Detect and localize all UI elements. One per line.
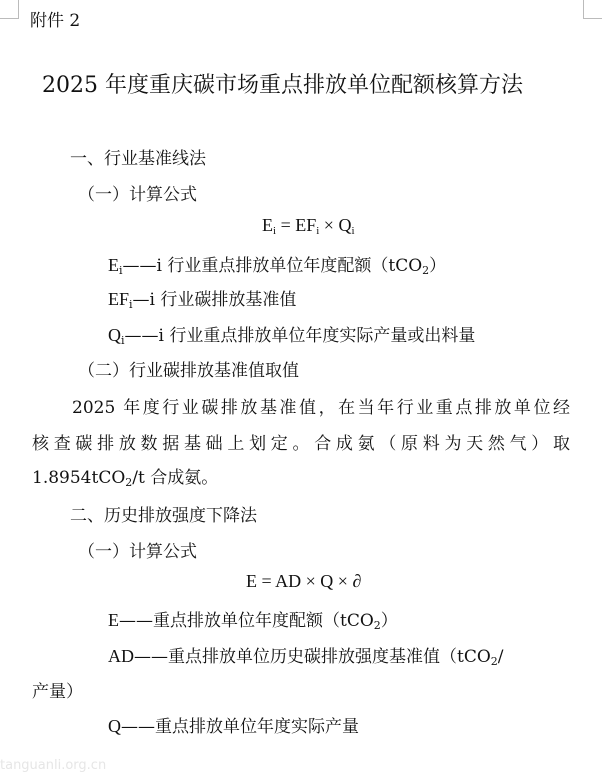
section1-subheading-formula: （一）计算公式 xyxy=(78,185,197,205)
formula-q-sub: i xyxy=(351,225,355,237)
definition-qi: $Q_i——i$ 行业重点排放单位年度实际产量或出料量 xyxy=(108,325,476,347)
page-corner-mark-left xyxy=(0,0,19,19)
paragraph-line-1: 2025 年度行业碳排放基准值，在当年行业重点排放单位经 xyxy=(72,398,570,418)
section2-formula: E = AD × Q × ∂ xyxy=(246,571,362,591)
section1-formula xyxy=(262,214,355,242)
paragraph-line-2: 核查碳排放数据基础上划定。合成氨（原料为天然气）取 xyxy=(32,434,570,454)
definition-ad-continuation: 产量） xyxy=(32,682,83,702)
definition-e: E——重点排放单位年度配额（tCO$_2$） xyxy=(108,610,398,632)
page-title: 2025 年度重庆碳市场重点排放单位配额核算方法 xyxy=(42,73,523,98)
formula-ef-sub: i xyxy=(316,225,320,237)
formula-q: × Q xyxy=(319,215,352,235)
formula-lhs-sub: i xyxy=(273,225,277,237)
formula-ef: = EF xyxy=(276,215,317,235)
definition-efi: $EF_i—i$ 行业碳排放基准值 xyxy=(108,289,297,311)
watermark: tanguanli.org.cn xyxy=(0,758,107,773)
section1-heading: 一、行业基准线法 xyxy=(70,149,206,169)
attachment-label: 附件 2 xyxy=(30,11,81,31)
definition-ad: AD——重点排放单位历史碳排放强度基准值（tCO$_2$/ xyxy=(108,646,504,668)
section2-subheading-formula: （一）计算公式 xyxy=(78,542,197,562)
section1-subheading-benchmark: （二）行业碳排放基准值取值 xyxy=(78,361,299,381)
section2-heading: 二、历史排放强度下降法 xyxy=(70,506,257,526)
formula-lhs: E xyxy=(262,215,273,235)
page-corner-mark-right xyxy=(583,0,602,19)
definition-q: Q——重点排放单位年度实际产量 xyxy=(108,716,359,737)
paragraph-line-3: 1.8954tCO$_2$/t 合成氨。 xyxy=(32,468,219,489)
definition-ei: $E_i——i$ 行业重点排放单位年度配额（tCO$_2$） xyxy=(108,255,447,277)
